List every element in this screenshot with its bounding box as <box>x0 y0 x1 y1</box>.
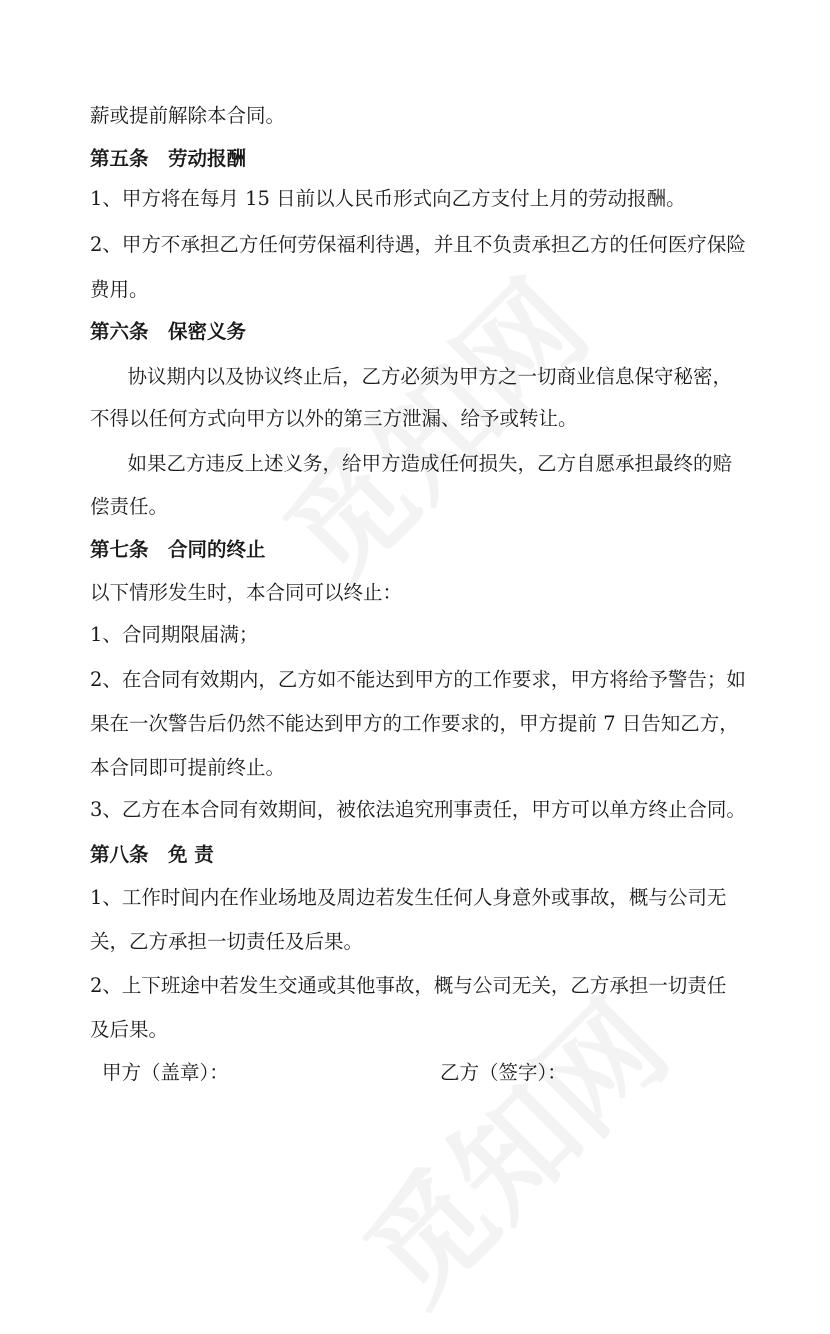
watermark <box>322 958 698 1334</box>
paragraph-line: 偿责任。 <box>90 495 169 518</box>
paragraph-line: 2、在合同有效期内，乙方如不能达到甲方的工作要求，甲方将给予警告；如 <box>90 668 746 691</box>
paragraph-line: 协议期内以及协议终止后，乙方必须为甲方之一切商业信息保守秘密， <box>108 365 733 388</box>
paragraph-line: 3、乙方在本合同有效期间，被依法追究刑事责任，甲方可以单方终止合同。 <box>90 798 746 821</box>
section-heading: 第七条 合同的终止 <box>90 538 266 561</box>
paragraph-line: 费用。 <box>90 278 149 301</box>
paragraph-line: 1、甲方将在每月 15 日前以人民币形式向乙方支付上月的劳动报酬。 <box>90 187 686 210</box>
paragraph-line: 薪或提前解除本合同。 <box>90 104 286 127</box>
party-a-signature-label: 甲方（盖章）： <box>102 1061 229 1084</box>
paragraph-line: 1、工作时间内在作业场地及周边若发生任何人身意外或事故，概与公司无 <box>90 886 727 909</box>
section-heading: 第五条 劳动报酬 <box>90 147 247 170</box>
paragraph-line: 及后果。 <box>90 1018 169 1041</box>
paragraph-line: 不得以任何方式向甲方以外的第三方泄漏、给予或转让。 <box>90 407 578 430</box>
paragraph-line: 以下情形发生时，本合同可以终止： <box>90 581 403 604</box>
paragraph-line: 果在一次警告后仍然不能达到甲方的工作要求的，甲方提前 7 日告知乙方， <box>90 712 739 735</box>
party-b-signature-label: 乙方（签字）： <box>440 1061 567 1084</box>
paragraph-line: 1、合同期限届满； <box>90 623 259 646</box>
section-heading: 第八条 免 责 <box>90 843 214 866</box>
paragraph-line: 关，乙方承担一切责任及后果。 <box>90 930 364 953</box>
paragraph-line: 2、上下班途中若发生交通或其他事故，概与公司无关，乙方承担一切责任 <box>90 974 727 997</box>
section-heading: 第六条 保密义务 <box>90 320 247 343</box>
paragraph-line: 如果乙方违反上述义务，给甲方造成任何损失，乙方自愿承担最终的赔 <box>108 452 733 475</box>
paragraph-line: 本合同即可提前终止。 <box>90 756 286 779</box>
paragraph-line: 2、甲方不承担乙方任何劳保福利待遇，并且不负责承担乙方的任何医疗保险 <box>90 233 746 256</box>
